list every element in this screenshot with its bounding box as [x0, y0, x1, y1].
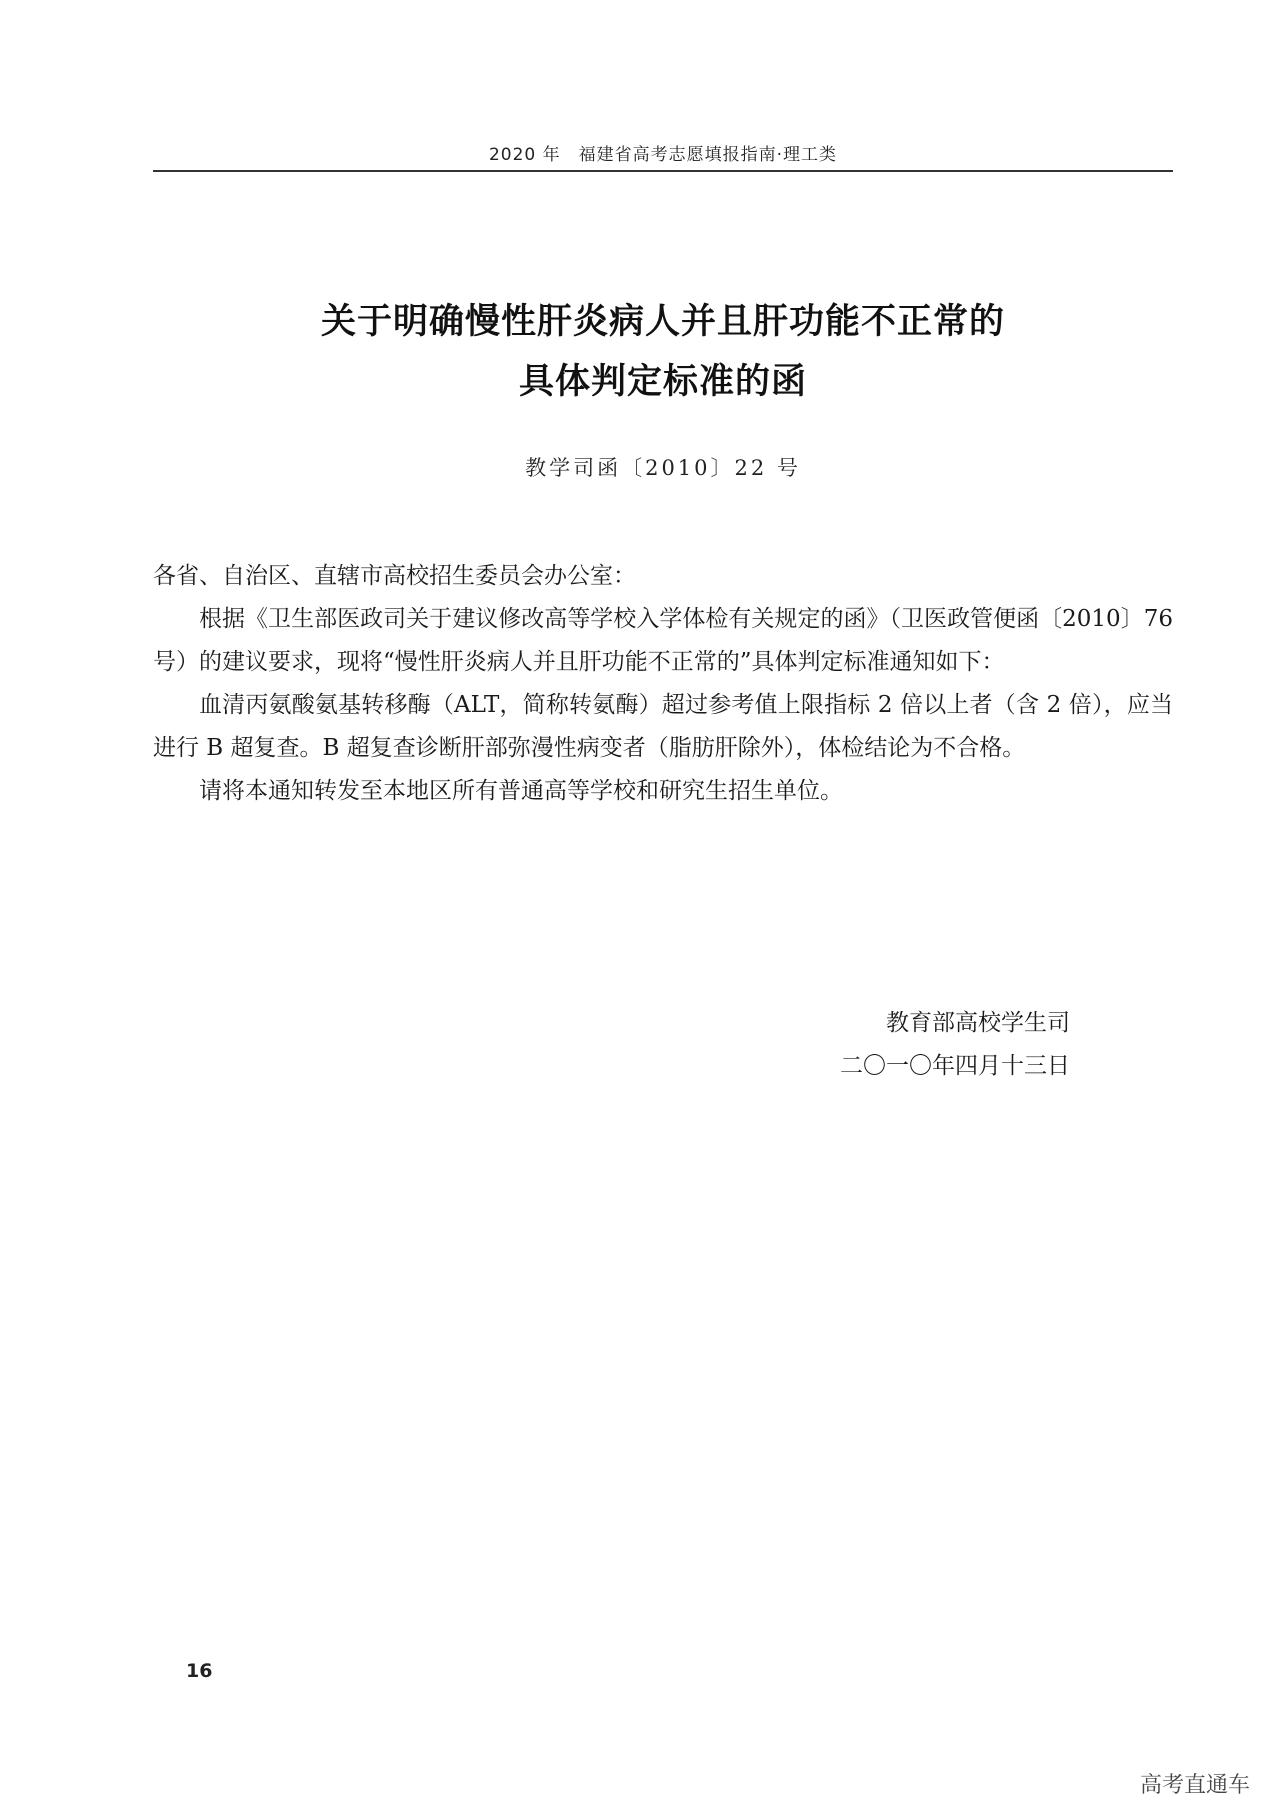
signature-org: 教育部高校学生司	[886, 1010, 1070, 1036]
document-title	[153, 292, 1173, 412]
watermark: 高考直通车	[1139, 1773, 1250, 1798]
paragraph-1: 根据《卫生部医政司关于建议修改高等学校入学体检有关规定的函》（卫医政管便函〔2010〕76 号）的建议要求，现将“慢性肝炎病人并且肝功能不正常的”具体判定标准通知如下：	[153, 606, 1173, 675]
document-body	[153, 555, 1173, 813]
page-number: 16	[186, 1660, 213, 1682]
document-number: 教学司函〔2010〕22 号	[525, 456, 801, 480]
header-rule	[153, 170, 1173, 172]
paragraph-2: 血清丙氨酸氨基转移酶（ALT，简称转氨酶）超过参考值上限指标 2 倍以上者（含 2 倍），应当进行 B 超复查。B 超复查诊断肝部弥漫性病变者（脂肪肝除外），体检结论为不合格。	[153, 692, 1173, 761]
title-line-2: 具体判定标准的函	[518, 362, 807, 402]
paragraph-3: 请将本通知转发至本地区所有普通高等学校和研究生招生单位。	[199, 778, 843, 804]
signature-date: 二〇一〇年四月十三日	[840, 1053, 1070, 1079]
addressee: 各省、自治区、直辖市高校招生委员会办公室：	[153, 563, 636, 589]
running-header: 2020 年 福建省高考志愿填报指南·理工类	[488, 145, 838, 165]
title-line-1: 关于明确慢性肝炎病人并且肝功能不正常的	[320, 302, 1005, 342]
signature-block	[840, 1002, 1140, 1088]
